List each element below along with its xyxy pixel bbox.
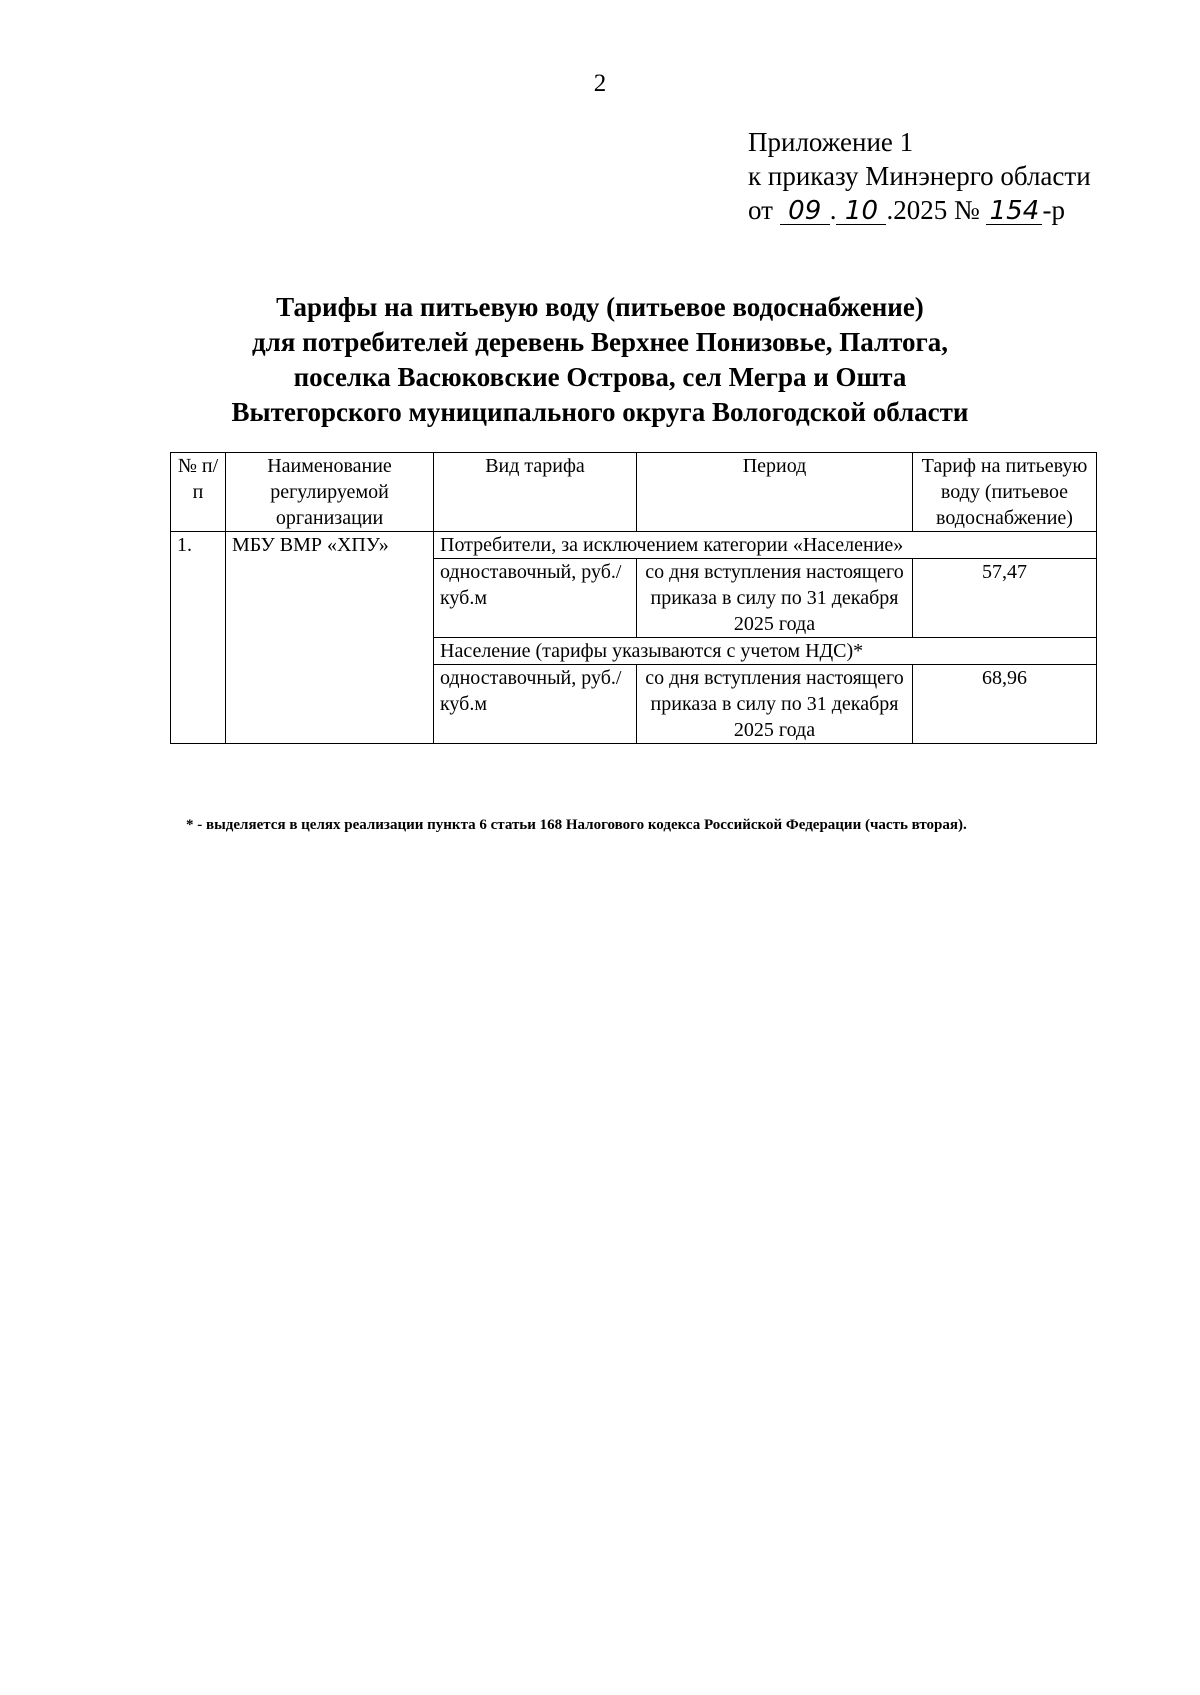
document-title: [0, 290, 1200, 430]
header-period: Период: [637, 453, 913, 532]
handwritten-month: 10: [836, 198, 886, 225]
date-year: .2025 №: [886, 195, 987, 225]
tariff-value: 68,96: [913, 665, 1097, 744]
appendix-title: Приложение 1: [748, 127, 914, 157]
title-line-4: Вытегорского муниципального округа Вологодской области: [231, 397, 969, 427]
title-line-3: поселка Васюковские Острова, сел Мегра и Ошта: [293, 362, 907, 392]
handwritten-order-number: 154: [986, 198, 1042, 225]
tariff-table: [170, 452, 1097, 744]
category-label-population: Население (тарифы указываются с учетом НДС)*: [434, 638, 1097, 665]
handwritten-day: 09: [780, 198, 830, 225]
header-tariff-value: Тариф на питьевую воду (питьевое водоснабжение): [913, 453, 1097, 532]
category-label-other-consumers: Потребители, за исключением категории «Население»: [434, 532, 1097, 559]
row-number: 1.: [171, 532, 226, 744]
appendix-block: [748, 125, 1091, 227]
organization-name: МБУ ВМР «ХПУ»: [226, 532, 434, 744]
header-num: № п/п: [171, 453, 226, 532]
footnote: * - выделяется в целях реализации пункта 6 статьи 168 Налогового кодекса Российской Федерации (часть вторая).: [186, 817, 967, 833]
table-row: [171, 532, 1097, 559]
header-organization: Наименование регулируемой организации: [226, 453, 434, 532]
tariff-type: одноставочный, руб./куб.м: [434, 665, 637, 744]
tariff-period: со дня вступления настоящего приказа в силу по 31 декабря 2025 года: [637, 559, 913, 638]
appendix-reference: к приказу Минэнерго области: [748, 161, 1091, 191]
tariff-period: со дня вступления настоящего приказа в силу по 31 декабря 2025 года: [637, 665, 913, 744]
date-prefix: от: [748, 195, 780, 225]
page-number: 2: [593, 70, 607, 97]
date-separator: .: [829, 195, 837, 225]
order-suffix: -р: [1042, 195, 1065, 225]
title-line-2: для потребителей деревень Верхнее Понизовье, Палтога,: [251, 327, 949, 357]
tariff-type: одноставочный, руб./куб.м: [434, 559, 637, 638]
table-header-row: [171, 453, 1097, 532]
header-tariff-type: Вид тарифа: [434, 453, 637, 532]
tariff-value: 57,47: [913, 559, 1097, 638]
appendix-date-line: [748, 193, 1091, 227]
title-line-1: Тарифы на питьевую воду (питьевое водоснабжение): [276, 292, 924, 322]
